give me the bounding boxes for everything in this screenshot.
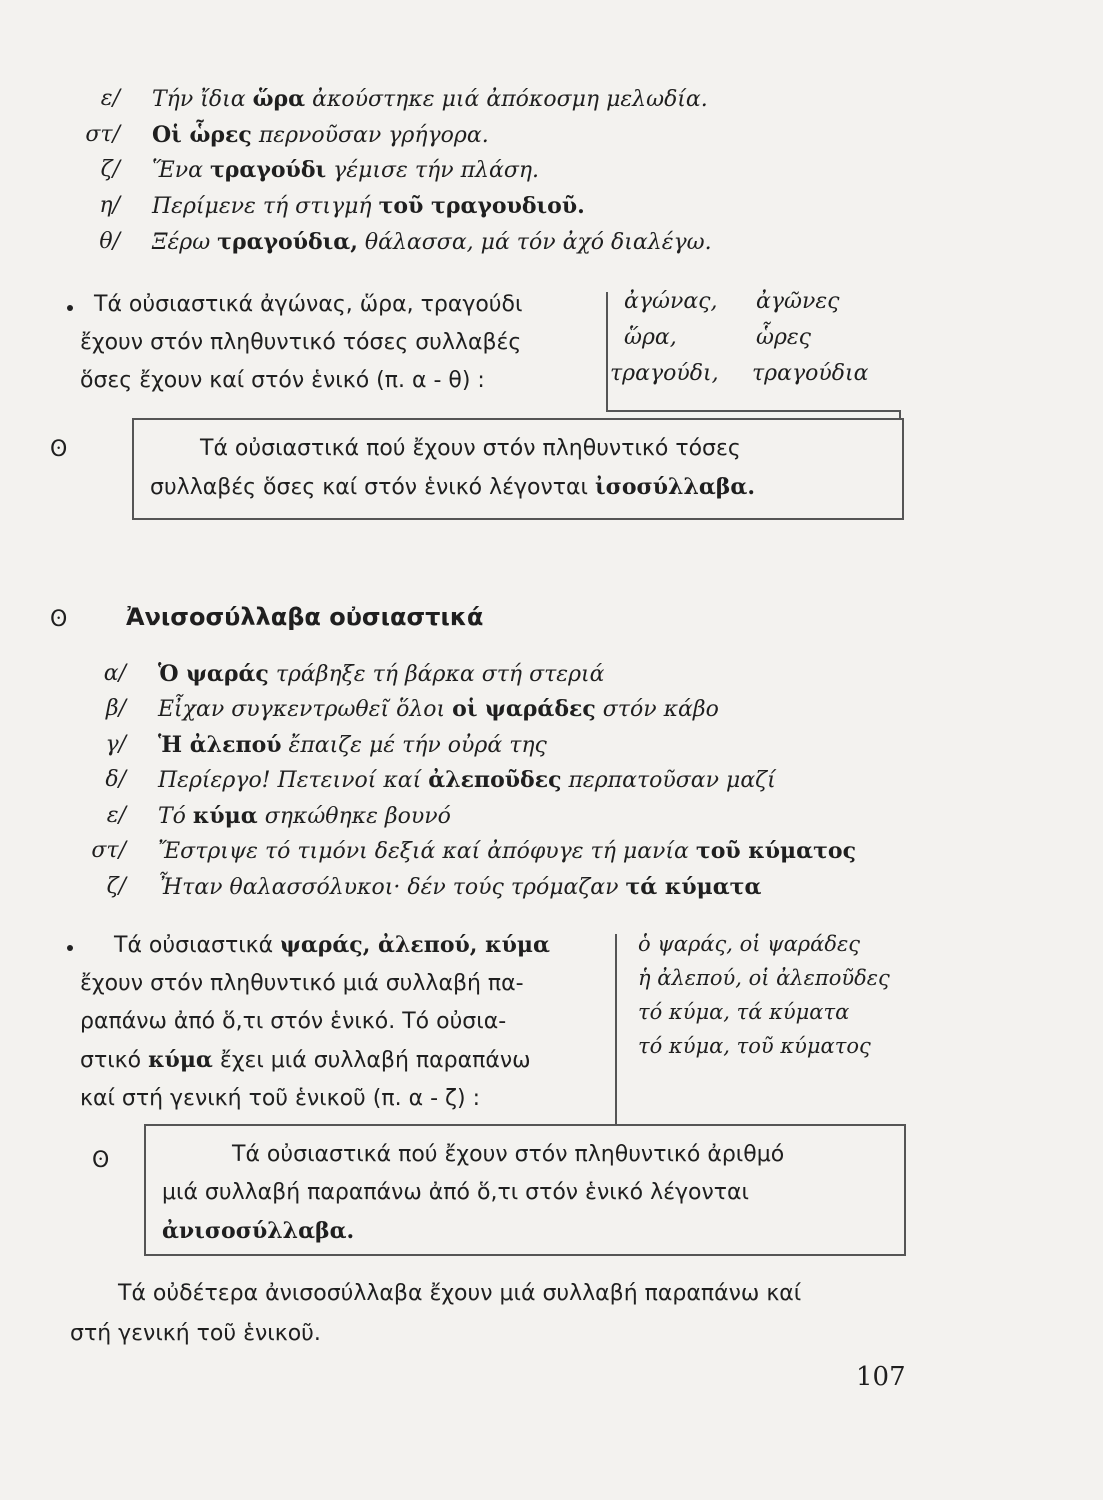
definition-text: Τά οὐσιαστικά πού ἔχουν στόν πληθυντικό τόσες συλλαβές ὅσες καί στόν ἑνικό λέγονται ἰσοσύλλαβα. bbox=[150, 436, 756, 500]
form-plural: ὧρες bbox=[756, 325, 811, 350]
form-pair: ὁ ψαράς, οἱ ψαράδες bbox=[638, 932, 861, 956]
example-sentence: Ξέρω τραγούδια, θάλασσα, μά τόν ἀχό διαλέγω. bbox=[152, 229, 712, 255]
form-pair: τό κύμα, τά κύματα bbox=[638, 1000, 850, 1024]
rule1-divider-bottom bbox=[606, 410, 901, 412]
theta-marker: ʘ bbox=[50, 437, 68, 462]
closing-paragraph: Τά οὐδέτερα ἀνισοσύλλαβα ἔχουν μιά συλλαβή παραπάνω καί στή γενική τοῦ ἑνικοῦ. bbox=[70, 1281, 802, 1346]
example-sentence: Περίεργο! Πετεινοί καί ἀλεποῦδες περπατοῦσαν μαζί bbox=[158, 767, 776, 793]
example-sentence: Τό κύμα σηκώθηκε βουνό bbox=[158, 803, 451, 829]
example-label: β/ bbox=[105, 696, 126, 721]
form-plural: ἀγῶνες bbox=[756, 289, 840, 314]
bullet-point bbox=[67, 945, 73, 951]
theta-marker: ʘ bbox=[92, 1148, 110, 1173]
example-label: στ/ bbox=[91, 838, 126, 863]
example-sentence: Ἡ ἀλεπού ἔπαιζε μέ τήν οὐρά της bbox=[158, 732, 547, 758]
example-sentence: Περίμενε τή στιγμή τοῦ τραγουδιοῦ. bbox=[152, 193, 585, 219]
page-number: 107 bbox=[856, 1362, 906, 1392]
bullet-point bbox=[67, 305, 73, 311]
example-label: ε/ bbox=[106, 803, 126, 828]
example-sentence: Ἦταν θαλασσόλυκοι· δέν τούς τρόμαζαν τά κύματα bbox=[158, 874, 762, 900]
form-singular: ὥρα, bbox=[624, 325, 677, 350]
form-pair: τό κύμα, τοῦ κύματος bbox=[638, 1034, 871, 1058]
example-label: γ/ bbox=[105, 732, 126, 757]
example-label: ζ/ bbox=[106, 874, 126, 899]
rule1-divider bbox=[606, 292, 608, 410]
example-label: ε/ bbox=[100, 86, 120, 111]
form-plural: τραγούδια bbox=[752, 361, 869, 386]
example-label: δ/ bbox=[105, 767, 126, 792]
theta-marker: ʘ bbox=[50, 607, 68, 632]
rule2-divider bbox=[615, 934, 617, 1124]
example-sentence: Εἶχαν συγκεντρωθεῖ ὅλοι οἱ ψαράδες στόν κάβο bbox=[158, 696, 719, 722]
example-sentence: Τήν ἴδια ὥρα ἀκούστηκε μιά ἀπόκοσμη μελωδία. bbox=[152, 86, 708, 112]
rule1-text: Τά οὐσιαστικά ἀγώνας, ὥρα, τραγούδι ἔχουν στόν πληθυντικό τόσες συλλαβές ὅσες ἔχουν καί στόν ἑνικό (π. α - θ) : bbox=[80, 292, 523, 393]
example-sentence: Ὁ ψαράς τράβηξε τή βάρκα στή στεριά bbox=[158, 661, 605, 687]
section-heading: Ἀνισοσύλλαβα οὐσιαστικά bbox=[126, 603, 484, 631]
example-sentence: Ἕνα τραγούδι γέμισε τήν πλάση. bbox=[152, 157, 540, 183]
definition-text: Τά οὐσιαστικά πού ἔχουν στόν πληθυντικό ἀριθμό μιά συλλαβή παραπάνω ἀπό ὅ,τι στόν ἑνικό λέγονται ἀνισοσύλλαβα. bbox=[162, 1142, 785, 1244]
form-pair: ἡ ἀλεπού, οἱ ἀλεποῦδες bbox=[638, 966, 890, 990]
example-label: στ/ bbox=[85, 122, 120, 147]
rule2-text: Τά οὐσιαστικά ψαράς, ἀλεπού, κύμα ἔχουν στόν πληθυντικό μιά συλλαβή πα- ραπάνω ἀπό ὅ,τι στόν ἑνικό. Τό οὐσια- στικό κύμα ἔχει μιά συλλαβή παραπάνω καί στή γενική τοῦ ἑνικοῦ (π. α - ζ) : bbox=[80, 932, 550, 1111]
example-label: θ/ bbox=[99, 229, 120, 254]
bleed-through-text bbox=[280, 62, 286, 83]
example-label: η/ bbox=[99, 193, 120, 218]
definition-box-anisosyllaba bbox=[144, 1124, 906, 1256]
example-label: ζ/ bbox=[100, 157, 120, 182]
example-sentence: Ἔστριψε τό τιμόνι δεξιά καί ἀπόφυγε τή μανία τοῦ κύματος bbox=[158, 838, 856, 864]
example-sentence: Οἱ ὧρες περνοῦσαν γρήγορα. bbox=[152, 122, 489, 148]
example-label: α/ bbox=[103, 661, 126, 686]
form-singular: ἀγώνας, bbox=[624, 289, 718, 314]
definition-box-isosyllaba bbox=[132, 418, 904, 520]
form-singular: τραγούδι, bbox=[610, 361, 719, 386]
